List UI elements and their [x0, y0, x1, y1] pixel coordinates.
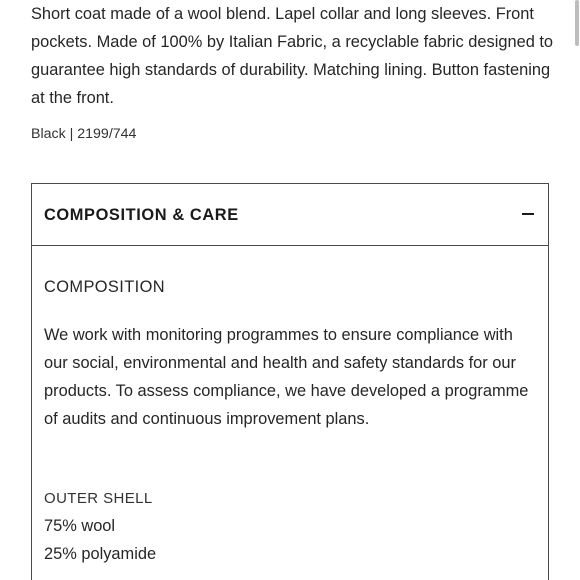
composition-care-accordion [31, 183, 549, 580]
outer-shell-heading: OUTER SHELL [44, 490, 153, 507]
accordion-header[interactable] [32, 184, 548, 246]
minus-icon[interactable] [522, 213, 534, 215]
product-description: Short coat made of a wool blend. Lapel collar and long sleeves. Front pockets. Made of 100% by Italian Fabric, a recyclable fabric designed to guarantee high standards of durability. Matching lining. Button fastening at the front. [31, 5, 554, 107]
scrollbar-thumb[interactable] [575, 0, 579, 46]
color-reference: Black | 2199/744 [31, 126, 137, 142]
composition-text: We work with monitoring programmes to ensure compliance with our social, environmental and health and safety standards for our products. To assess compliance, we have developed a programme of audits and continuous improvement plans. [44, 326, 529, 428]
material-item: 75% wool [44, 517, 116, 535]
material-item: 25% polyamide [44, 545, 157, 563]
composition-heading: COMPOSITION [44, 278, 165, 296]
accordion-title: COMPOSITION & CARE [44, 206, 239, 224]
